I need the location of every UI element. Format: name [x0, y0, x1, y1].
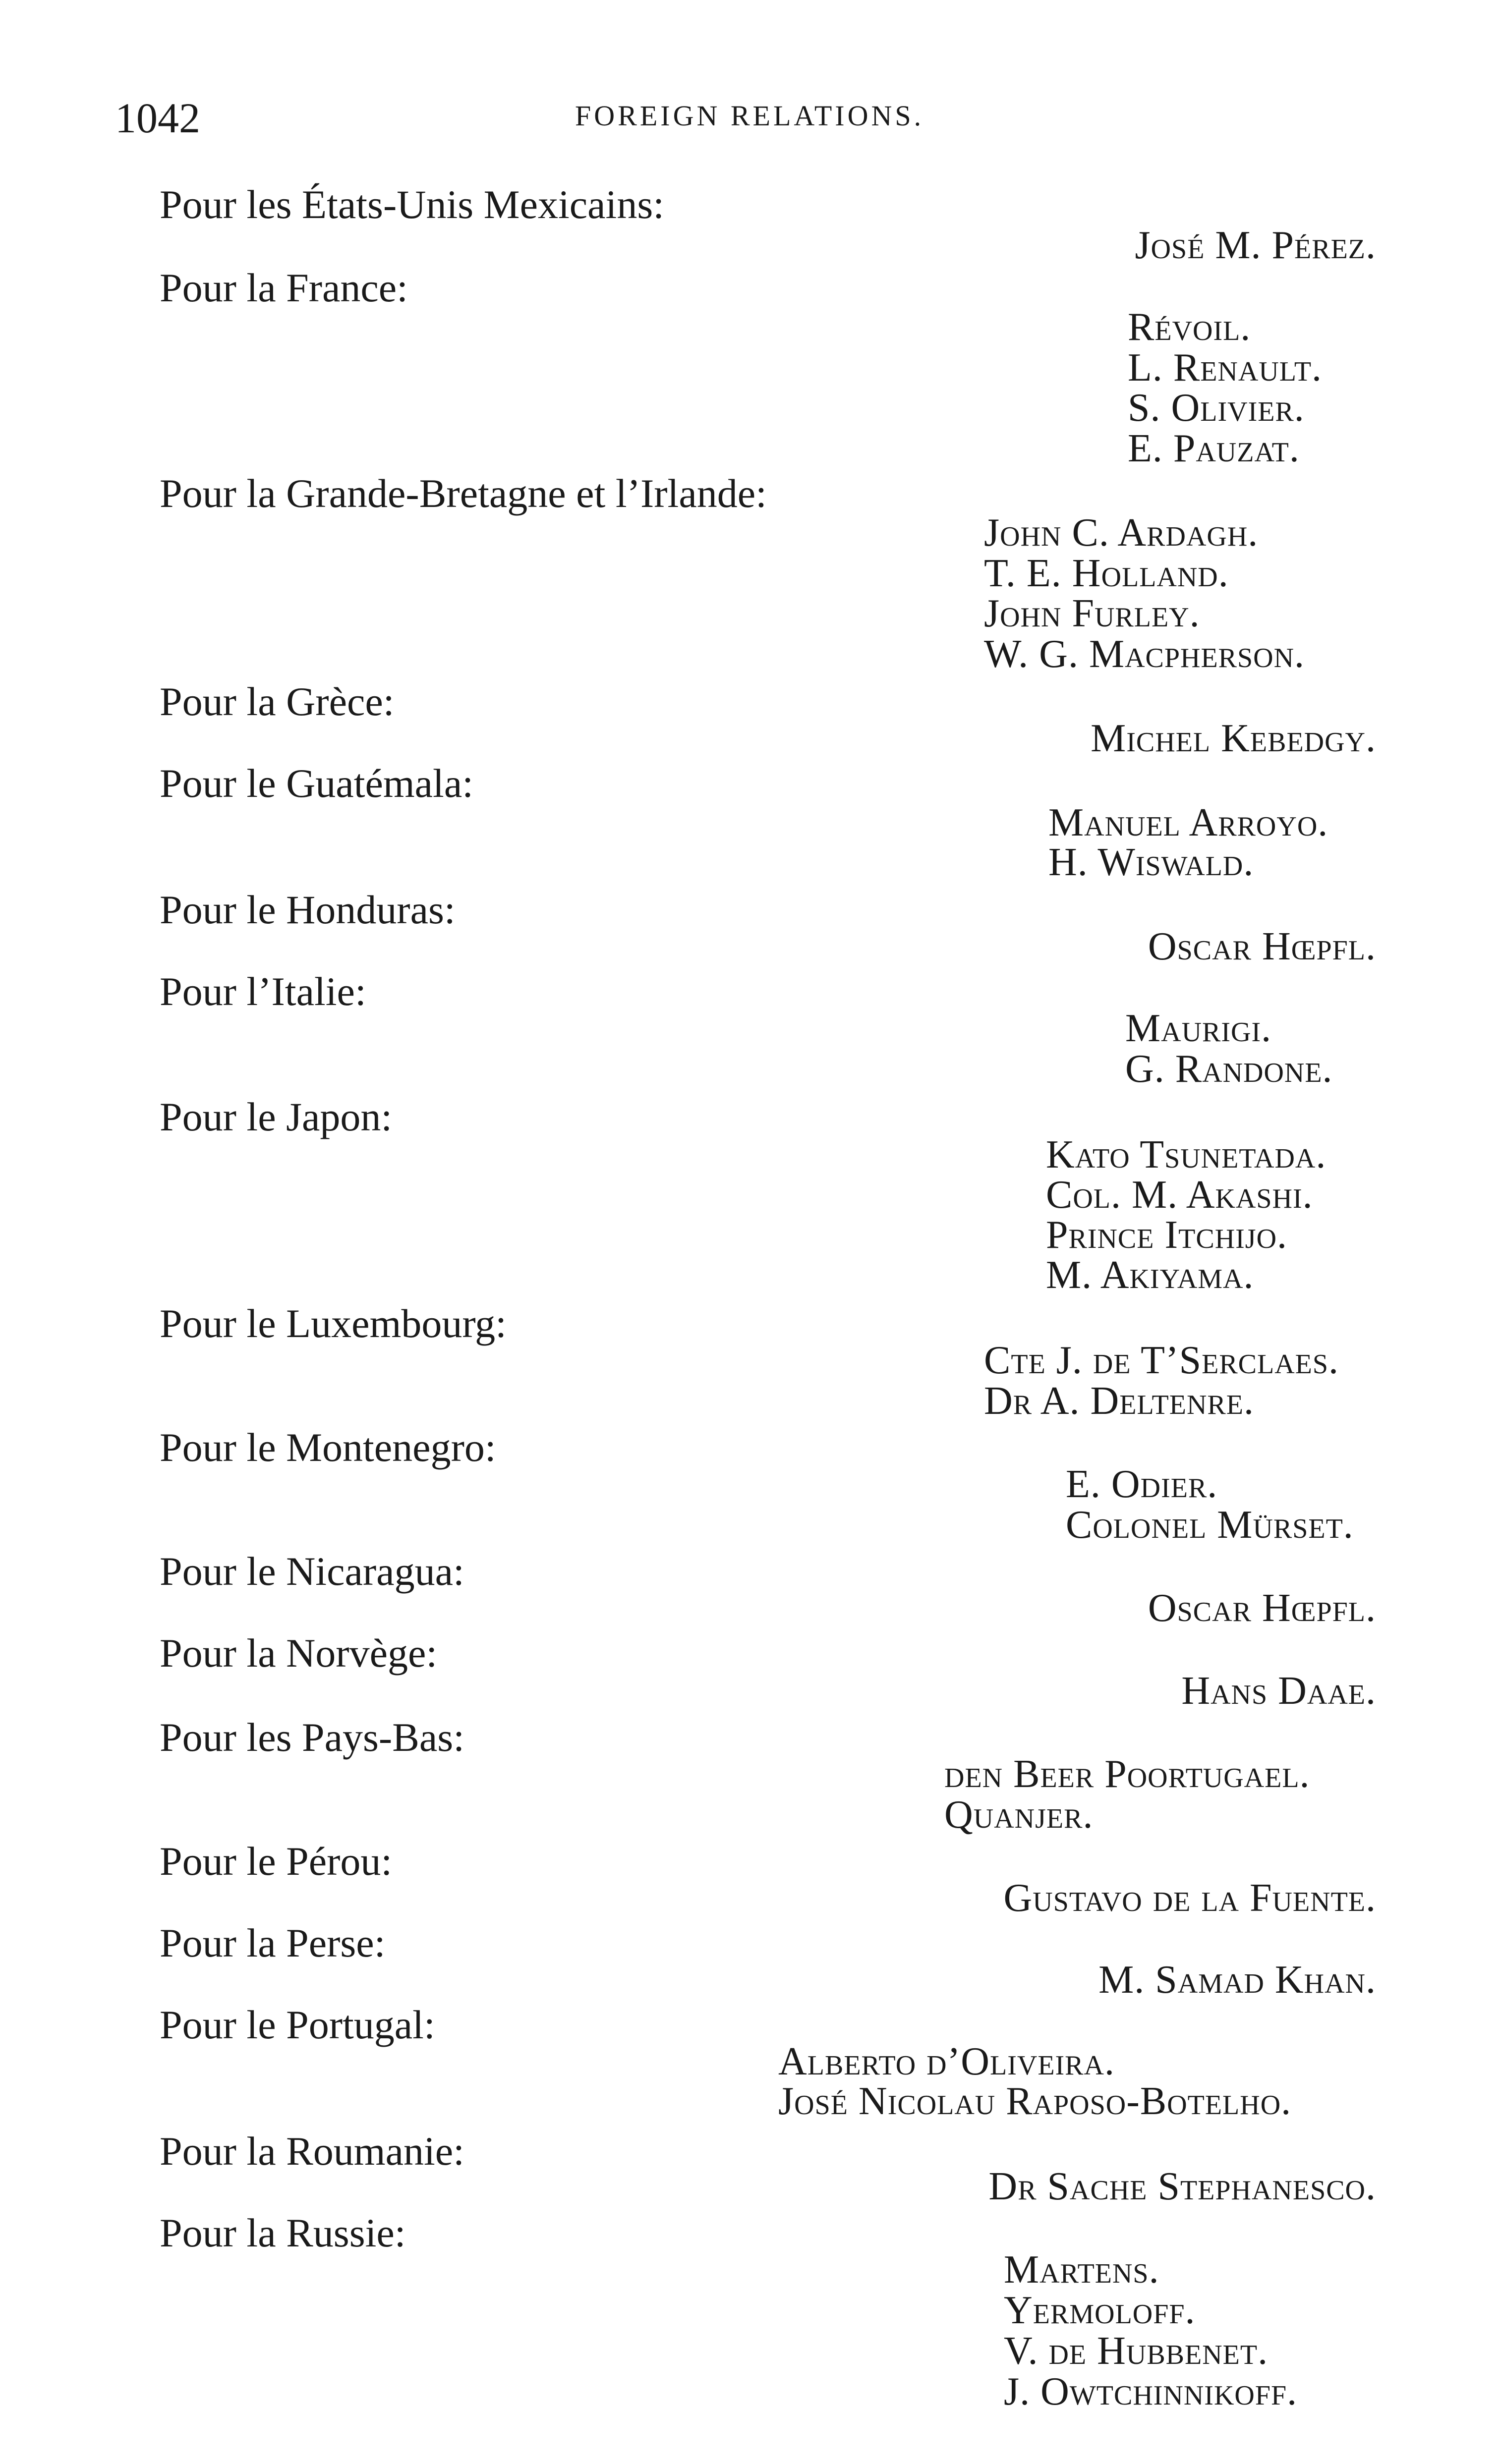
signatory: José M. Pérez.	[1135, 224, 1376, 267]
country-label: Pour le Portugal:	[160, 2002, 435, 2047]
signatory: Michel Kebedgy.	[1091, 717, 1376, 760]
signatory: Gustavo de la Fuente.	[1003, 1876, 1376, 1920]
country-label: Pour la Norvège:	[160, 1630, 438, 1676]
signatory: Dr Sache Stephanesco.	[988, 2165, 1376, 2208]
country-label: Pour le Luxembourg:	[160, 1301, 507, 1346]
country-label: Pour la Grande-Bretagne et l’Irlande:	[160, 471, 767, 516]
signatory: Alberto d’Oliveira.	[778, 2040, 1115, 2083]
signatory: Col. M. Akashi.	[1046, 1173, 1313, 1217]
signatory: den Beer Poortugael.	[944, 1752, 1310, 1796]
signatory: H. Wiswald.	[1048, 840, 1254, 884]
country-label: Pour l’Italie:	[160, 969, 366, 1014]
country-label: Pour le Guatémala:	[160, 761, 474, 806]
signatory: Révoil.	[1128, 305, 1251, 349]
country-label: Pour le Pérou:	[160, 1839, 393, 1884]
signatory: Cte J. de T’Serclaes.	[984, 1339, 1339, 1382]
signatory: L. Renault.	[1128, 346, 1323, 390]
signatory: Kato Tsunetada.	[1046, 1133, 1326, 1176]
signatory: V. de Hubbenet.	[1004, 2329, 1268, 2373]
signatory: Hans Daae.	[1181, 1669, 1376, 1713]
signatory: S. Olivier.	[1128, 386, 1305, 430]
signatory: Quanjer.	[944, 1793, 1094, 1837]
country-label: Pour la Roumanie:	[160, 2128, 464, 2174]
country-label: Pour la Perse:	[160, 1920, 386, 1965]
signatory: José Nicolau Raposo-Botelho.	[778, 2079, 1292, 2123]
signatory: Martens.	[1004, 2248, 1159, 2292]
signatory: Manuel Arroyo.	[1048, 801, 1328, 844]
page-number: 1042	[115, 94, 200, 142]
signatory: T. E. Holland.	[984, 552, 1229, 595]
signatory: Maurigi.	[1125, 1007, 1272, 1050]
country-label: Pour le Montenegro:	[160, 1425, 496, 1470]
signatory: Yermoloff.	[1004, 2289, 1196, 2332]
country-label: Pour la Grèce:	[160, 679, 395, 724]
signatory: Prince Itchijo.	[1046, 1213, 1288, 1257]
country-label: Pour le Honduras:	[160, 887, 456, 932]
signatory: Oscar Hœpfl.	[1148, 1586, 1376, 1630]
country-label: Pour les États-Unis Mexicains:	[160, 182, 665, 227]
signatory: Colonel Mürset.	[1066, 1503, 1354, 1547]
signatory: John Furley.	[984, 592, 1200, 635]
country-label: Pour la Russie:	[160, 2210, 406, 2255]
country-label: Pour le Japon:	[160, 1094, 393, 1139]
signatory: Dr A. Deltenre.	[984, 1379, 1254, 1423]
running-title: FOREIGN RELATIONS.	[575, 100, 924, 132]
signatory: E. Odier.	[1066, 1462, 1218, 1506]
signatory: W. G. Macpherson.	[984, 632, 1305, 676]
country-label: Pour les Pays-Bas:	[160, 1715, 464, 1760]
country-label: Pour la France:	[160, 265, 408, 310]
signatory: Oscar Hœpfl.	[1148, 925, 1376, 968]
signatory: E. Pauzat.	[1128, 427, 1300, 470]
signatory: M. Akiyama.	[1046, 1253, 1254, 1297]
signatory: G. Randone.	[1125, 1047, 1333, 1091]
signatory: M. Samad Khan.	[1098, 1958, 1376, 2002]
country-label: Pour le Nicaragua:	[160, 1549, 464, 1594]
signatory: J. Owtchinnikoff.	[1004, 2370, 1298, 2413]
signatory: John C. Ardagh.	[984, 511, 1259, 555]
